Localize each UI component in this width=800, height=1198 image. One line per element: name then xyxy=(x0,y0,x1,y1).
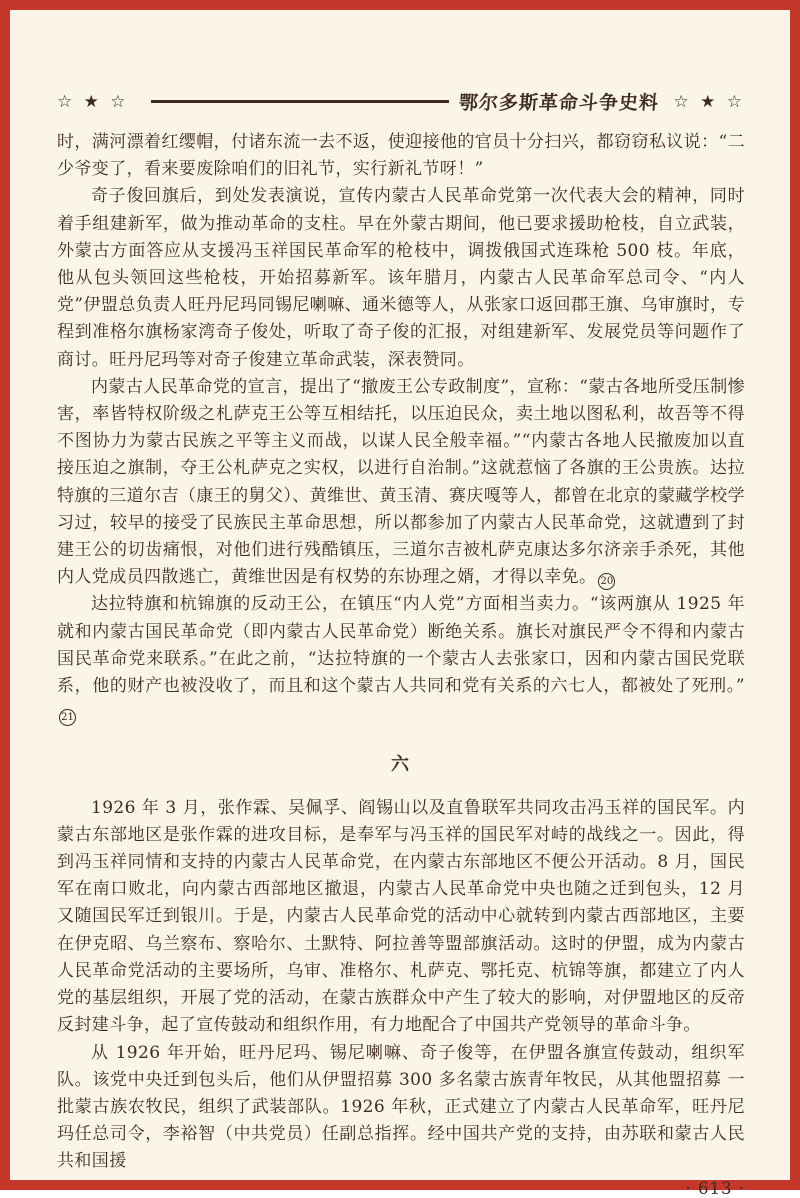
paragraph: 从 1926 年开始，旺丹尼玛、锡尼喇嘛、奇子俊等，在伊盟各旗宣传鼓动，组织军队。该党中央迁到包头后，他们从伊盟招募 300 多名蒙古族青年牧民，从其他盟招募 一批蒙古族农牧民，组织了武装部队。1926 年秋，正式建立了内蒙古人民革命军，旺丹尼玛任总司令，李裕智（中共党员）任副总指挥。经中国共产党的支持，由苏联和蒙古人民共和国援 xyxy=(57,1042,745,1172)
star-ornament-right: ☆ ★ ☆ xyxy=(673,91,745,112)
running-title: 鄂尔多斯革命斗争史料 xyxy=(458,92,661,114)
paragraph: 达拉特旗和杭锦旗的反动王公，在镇压“内人党”方面相当卖力。“该两旗从 1925 年就和内蒙古国民革命党（即内蒙古人民革命党）断绝关系。旗长对旗民严令不得和内蒙古国民革命党来联系。”在此之前，“达拉特旗的一个蒙古人去张家口，因和内蒙古国民党联系，他的财产也被没收了，而且和这个蒙古人共同和党有关系的六七人，都被处了死刑。”21 xyxy=(57,591,745,727)
section-heading: 六 xyxy=(391,754,411,776)
endnote-marker: 20 xyxy=(598,573,615,590)
star-ornament-left: ☆ ★ ☆ xyxy=(57,91,129,112)
paper xyxy=(10,10,790,1198)
page-header xyxy=(57,88,745,115)
paragraph: 奇子俊回旗后，到处发表演说，宣传内蒙古人民革命党第一次代表大会的精神，同时着手组建新军，做为推动革命的支柱。早在外蒙古期间，他已要求援助枪枝，自立武装，外蒙古方面答应从支援冯玉祥国民革命军的枪枝中，调拨俄国式连珠枪 500 枝。年底，他从包头领回这些枪枝，开始招募新军。该年腊月，内蒙古人民革命军总司令、“内人党”伊盟总负责人旺丹尼玛同锡尼喇嘛、通米德等人，从张家口返回郡王旗、乌审旗时，专程到准格尔旗杨家湾奇子俊处，听取了奇子俊的汇报，对组建新军、发展党员等问题作了商讨。旺丹尼玛等对奇子俊建立革命武装，深表赞同。 xyxy=(57,186,745,370)
paragraph: 内蒙古人民革命党的宣言，提出了“撤废王公专政制度”，宣称：“蒙古各地所受压制惨害，率皆特权阶级之札萨克王公等互相结托，以压迫民众，卖土地以图私利，故吾等不得不图协力为蒙古民族之平等主义而战，以谋人民全般幸福。”“内蒙古各地人民撤废加以直接压迫之旗制，夺王公札萨克之实权，以进行自治制。”这就惹恼了各旗的王公贵族。达拉特旗的三道尔吉（康王的舅父）、黄维世、黄玉清、赛庆嘎等人，都曾在北京的蒙藏学校学习过，较早的接受了民族民主革命思想，所以都参加了内蒙古人民革命党，这就遭到了封建王公的切齿痛恨，对他们进行残酷镇压，三道尔吉被札萨克康达多尔济亲手杀死，其他内人党成员四散逃亡，黄维世因是有权势的东协理之婿，才得以幸免。 20 xyxy=(57,374,745,592)
endnote-marker: 21 xyxy=(59,709,76,726)
paragraph: 1926 年 3 月，张作霖、吴佩孚、阎锡山以及直鲁联军共同攻击冯玉祥的国民军。内蒙古东部地区是张作霖的进攻目标，是奉军与冯玉祥的国民军对峙的战线之一。因此，得到冯玉祥同情和支持的内蒙古人民革命党，在内蒙古东部地区不便公开活动。8 月，国民军在南口败北，向内蒙古西部地区撤退，内蒙古人民革命党中央也随之迁到包头，12 月又随国民军迁到银川。于是，内蒙古人民革命党的活动中心就转到内蒙古西部地区，主要在伊克昭、乌兰察布、察哈尔、土默特、阿拉善等盟部旗活动。这时的伊盟，成为内蒙古人民革命党活动的主要场所，乌审、准格尔、札萨克、鄂托克、杭锦等旗，都建立了内人党的基层组织，开展了党的活动，在蒙古族群众中产生了较大的影响，对伊盟地区的反帝反封建斗争，起了宣传鼓动和组织作用，有力地配合了中国共产党领导的革命斗争。 xyxy=(57,797,745,1036)
paragraph: 时，满河漂着红缨帽，付诸东流一去不返，使迎接他的官员十分扫兴，都窃窃私议说：“二少爷变了，看来要废除咱们的旧礼节，实行新礼节呀！” xyxy=(57,132,745,180)
header-rule xyxy=(151,100,450,103)
page-number: · 613 · xyxy=(685,1178,745,1198)
body-text xyxy=(57,129,745,1176)
